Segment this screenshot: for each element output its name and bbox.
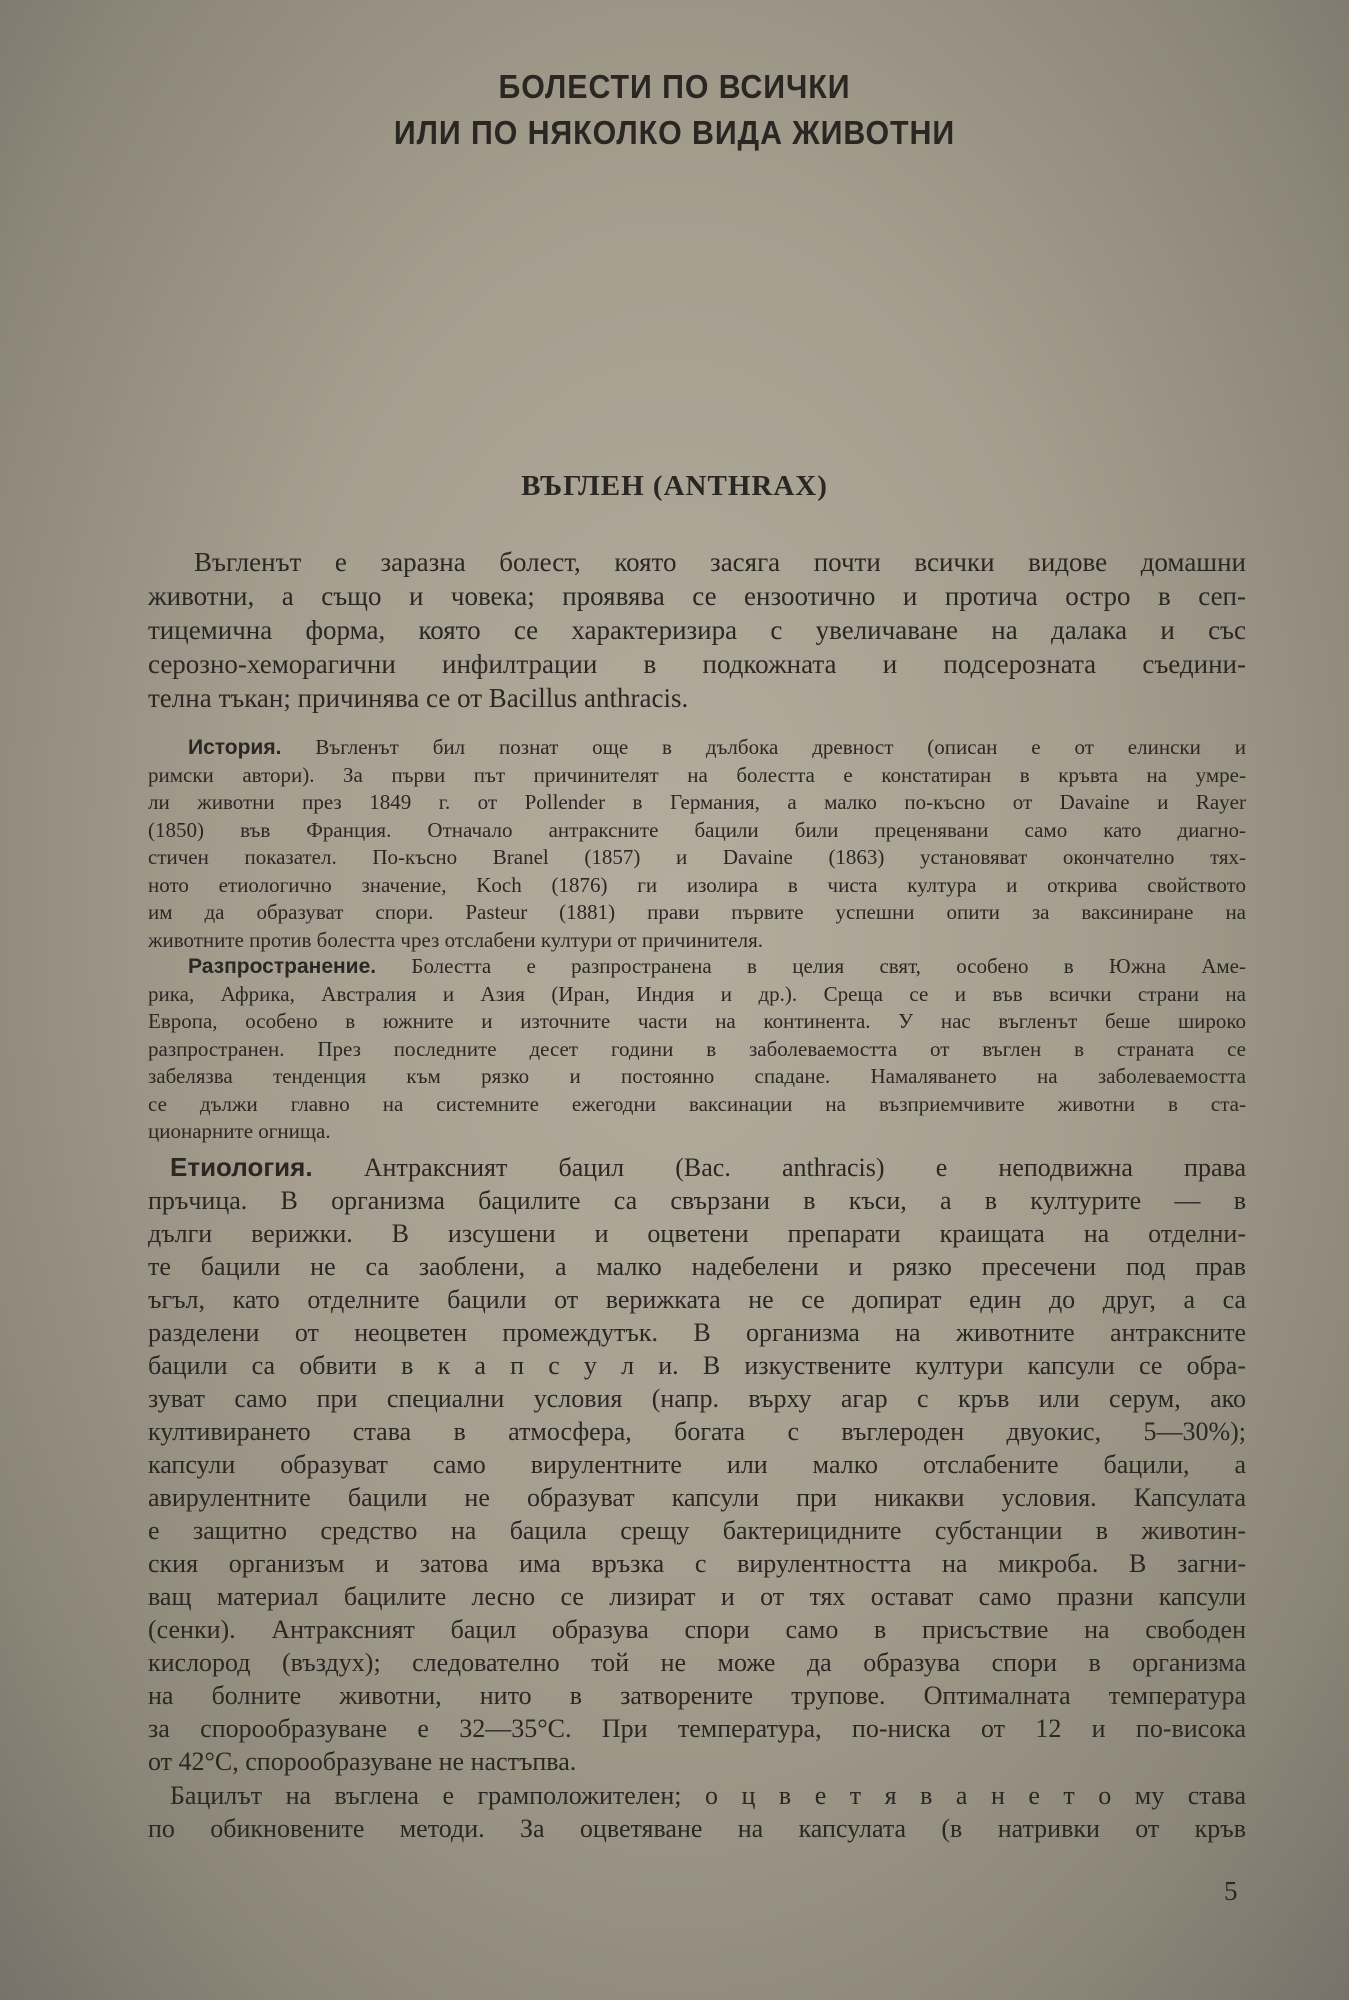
paragraph-gram [148,1779,1246,1845]
text-line [148,1481,1246,1514]
line-text: рика, Африка, Австралия и Азия (Иран, Индия и др.). Среща се и във всички страни на [148,981,1246,1006]
chapter-title-line-1: БОЛЕСТИ ПО ВСИЧКИ [498,68,851,105]
text-line [148,762,1246,790]
text-line [148,1283,1246,1316]
text-line [148,1745,1246,1778]
line-text: животните против болестта чрез отслабени култури от причинителя. [148,927,763,952]
text-line [148,927,1246,955]
text-line [148,681,1246,715]
line-text: разпространен. През последните десет години в заболеваемостта от въглен в страната се [148,1036,1246,1061]
line-text: кислород (въздух); следователно той не може да образува спори в организма [148,1648,1246,1677]
text-line [148,1217,1246,1250]
paragraph-lead-heading: История. [188,736,282,759]
line-text: бацили са обвити в к а п с у л и. В изкуствените култури капсули се обра- [148,1351,1246,1380]
paragraph-history [148,734,1246,954]
line-text: забелязва тенденция към рязко и постоянно спадане. Намаляването на заболеваемостта [148,1064,1246,1088]
line-text: римски автори). За първи път причинителят на болестта е констатиран в кръвта на умре- [148,762,1246,787]
text-line [148,734,1246,762]
text-line [148,1036,1246,1064]
text-line [148,647,1246,681]
line-text: капсули образуват само вирулентните или малко отслабените бацили, а [148,1450,1246,1479]
line-text: телна тъкан; причинява се от Bacillus anthracis. [148,683,689,713]
text-line [148,1415,1246,1448]
line-text: зуват само при специални условия (напр. върху агар с кръв или серум, ако [148,1384,1246,1413]
text-line [148,1812,1246,1845]
text-line [148,1679,1246,1712]
line-text: те бацили не са заоблени, а малко надебелени и рязко пресечени под прав [148,1252,1246,1281]
text-line [148,1316,1246,1349]
text-line [148,1514,1246,1547]
text-line [148,1547,1246,1580]
line-text: Въгленът е заразна болест, която засяга почти всички видове домашни [194,547,1246,577]
text-line [148,1613,1246,1646]
line-text: им да образуват спори. Pasteur (1881) прави първите успешни опити за ваксиниране на [148,900,1246,924]
text-line [148,1151,1246,1184]
line-text: животни, а също и човека; проявява се ензоотично и протича остро в сеп- [148,581,1246,611]
chapter-title-line-2: ИЛИ ПО НЯКОЛКО ВИДА ЖИВОТНИ [393,114,956,151]
line-text: по обикновените методи. За оцветяване на капсулата (в натривки от кръв [148,1814,1246,1843]
text-line [148,579,1246,613]
line-text: Европа, особено в южните и източните части на континента. У нас въгленът беше широко [148,1009,1246,1033]
line-text: ционарните огнища. [148,1119,331,1143]
text-line [148,953,1246,981]
text-line [148,1580,1246,1613]
line-text: разделени от неоцветен промеждутък. В организма на животните антраксните [148,1318,1246,1347]
text-line [148,613,1246,647]
page-number: 5 [1224,1876,1238,1906]
line-text: (сенки). Антраксният бацил образува спори само в присъствие на свободен [148,1615,1246,1644]
paragraph-etiology [148,1151,1246,1778]
text-line [148,1448,1246,1481]
paragraph-lead-heading: Разпространение. [188,955,377,978]
line-text: тицемична форма, която се характеризира с увеличаване на далака и със [148,615,1246,645]
line-text: от 42°С, спорообразуване не настъпва. [148,1747,577,1776]
text-line [148,981,1246,1009]
line-text: Антраксният бацил (Вас. anthracis) е неподвижна права [312,1153,1246,1182]
paragraph-intro [148,545,1246,715]
text-line [148,1382,1246,1415]
text-line [148,1118,1246,1146]
line-text: на болните животни, нито в затворените трупове. Оптималната температура [148,1681,1246,1710]
line-text: пръчица. В организма бацилите са свързани в къси, а в културите — в [148,1186,1246,1215]
text-line [148,1091,1246,1119]
text-line [148,1063,1246,1091]
line-text: за спорообразуване е 32—35°С. При температура, по-ниска от 12 и по-висока [148,1714,1246,1743]
line-text: се дължи главно на системните ежегодни ваксинации на възприемчивите животни в ста- [148,1091,1246,1116]
text-line [148,817,1246,845]
text-line [148,1779,1246,1812]
text-line [148,872,1246,900]
line-text: серозно-хеморагични инфилтрации в подкожната и подсерозната съедини- [148,649,1246,679]
line-text: авирулентните бацили не образуват капсули при никакви условия. Капсулата [148,1483,1246,1512]
text-line [148,1250,1246,1283]
line-text: ващ материал бацилите лесно се лизират и от тях остават само празни капсули [148,1582,1246,1611]
text-line [148,1349,1246,1382]
line-text: ното етиологично значение, Koch (1876) ги изолира в чиста култура и открива свойството [148,872,1246,897]
line-text: ъгъл, като отделните бацили от верижката не се допират един до друг, а са [148,1285,1246,1314]
line-text: дълги верижки. В изсушени и оцветени препарати краищата на отделни- [148,1219,1246,1248]
section-title: ВЪГЛЕН (ANTHRAX) [521,470,828,502]
text-line [148,844,1246,872]
text-line [148,789,1246,817]
text-line [148,1184,1246,1217]
text-line [148,1646,1246,1679]
line-text: е защитно средство на бацила срещу бактерицидните субстанции в животин- [148,1516,1246,1545]
line-text: култивирането става в атмосфера, богата с въглероден двуокис, 5—30%); [148,1417,1246,1446]
text-line [148,1008,1246,1036]
line-text: Въгленът бил познат още в дълбока древност (описан е от елински и [281,735,1246,759]
line-text: Бацилът на въглена е грамположителен; о ц в е т я в а н е т о му става [170,1781,1246,1810]
text-line [148,899,1246,927]
text-line [148,545,1246,579]
line-text: Болестта е разпространена в целия свят, особено в Южна Аме- [376,954,1246,978]
line-text: ли животни през 1849 г. от Pollender в Германия, а малко по-късно от Davaine и Rayer [148,790,1246,814]
line-text: стичен показател. По-късно Branel (1857) и Davaine (1863) установяват окончателно тях- [148,845,1246,869]
paragraph-distribution [148,953,1246,1146]
text-line [148,1712,1246,1745]
paragraph-lead-heading: Етиология. [170,1152,313,1182]
line-text: ския организъм и затова има връзка с вирулентността на микроба. В загни- [148,1549,1246,1578]
line-text: (1850) във Франция. Отначало антраксните бацили били преценявани само като диагно- [148,817,1246,842]
